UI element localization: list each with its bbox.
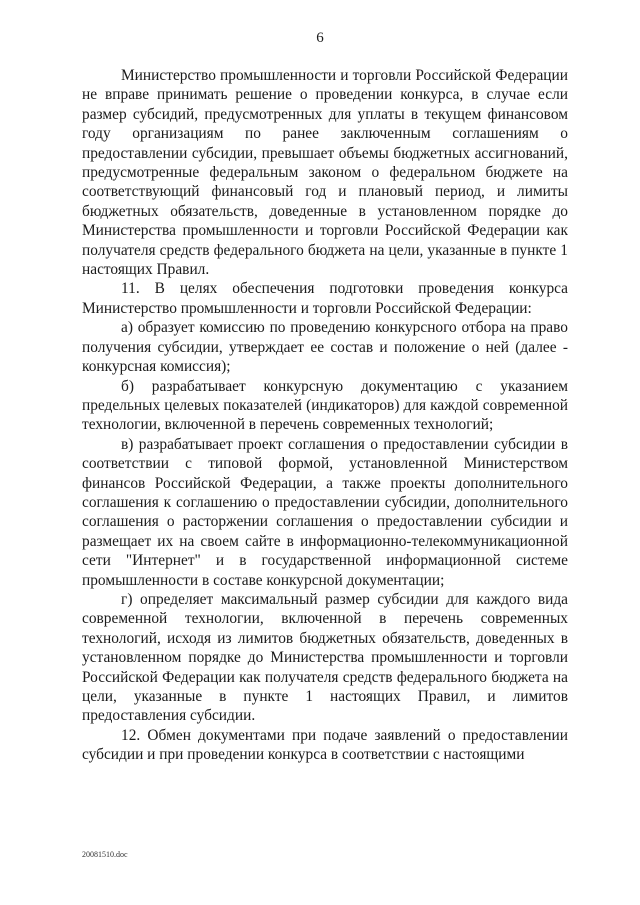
page-number: 6: [316, 30, 324, 46]
footer-file-code: 20081510.doc: [82, 850, 128, 859]
paragraph-11-a: а) образует комиссию по проведению конкурсного отбора на право получения субсидии, утверждает ее состав и положение о ней (далее - конкурсная комиссия);: [82, 319, 568, 376]
paragraph-11-b: б) разрабатывает конкурсную документацию с указанием предельных целевых показателей (индикаторов) для каждой современной технологии, включенной в перечень современных технологий;: [82, 377, 568, 434]
paragraph-11: 11. В целях обеспечения подготовки проведения конкурса Министерство промышленности и торговли Российской Федерации:: [82, 280, 568, 317]
paragraph-12: 12. Обмен документами при подаче заявлений о предоставлении субсидии и при проведении конкурса в соответствии с настоящими: [82, 726, 568, 764]
paragraph-11-g: г) определяет максимальный размер субсидии для каждого вида современной технологии, включенной в перечень современных технологий, исходя из лимитов бюджетных обязательств, доведенных в установленном порядке до Министерства промышленности и торговли Российской Федерации как получателя средств федерального бюджета на цели, указанные в пункте 1 настоящих Правил, и лимитов предоставления субсидии.: [82, 590, 568, 725]
document-body: [82, 66, 568, 765]
paragraph-11-v: в) разрабатывает проект соглашения о предоставлении субсидии в соответствии с типовой формой, установленной Министерством финансов Российской Федерации, а также проекты дополнительного соглашения к соглашению о предоставлении субсидии, дополнительного соглашения о расторжении соглашения о предоставлении субсидии и размещает их на своем сайте в информационно-телекоммуникационной сети "Интернет" и в государственной информационной системе промышленности в составе конкурсной документации;: [82, 435, 568, 589]
paragraph-intro: Министерство промышленности и торговли Российской Федерации не вправе принимать решение о проведении конкурса, в случае если размер субсидий, предусмотренных для уплаты в текущем финансовом году организациям по ранее заключенным соглашениям о предоставлении субсидии, превышает объемы бюджетных ассигнований, предусмотренные федеральным законом о федеральном бюджете на соответствующий финансовый год и плановый период, и лимиты бюджетных обязательств, доведенные в установленном порядке до Министерства промышленности и торговли Российской Федерации как получателя средств федерального бюджета на цели, указанные в пункте 1 настоящих Правил.: [82, 67, 568, 279]
